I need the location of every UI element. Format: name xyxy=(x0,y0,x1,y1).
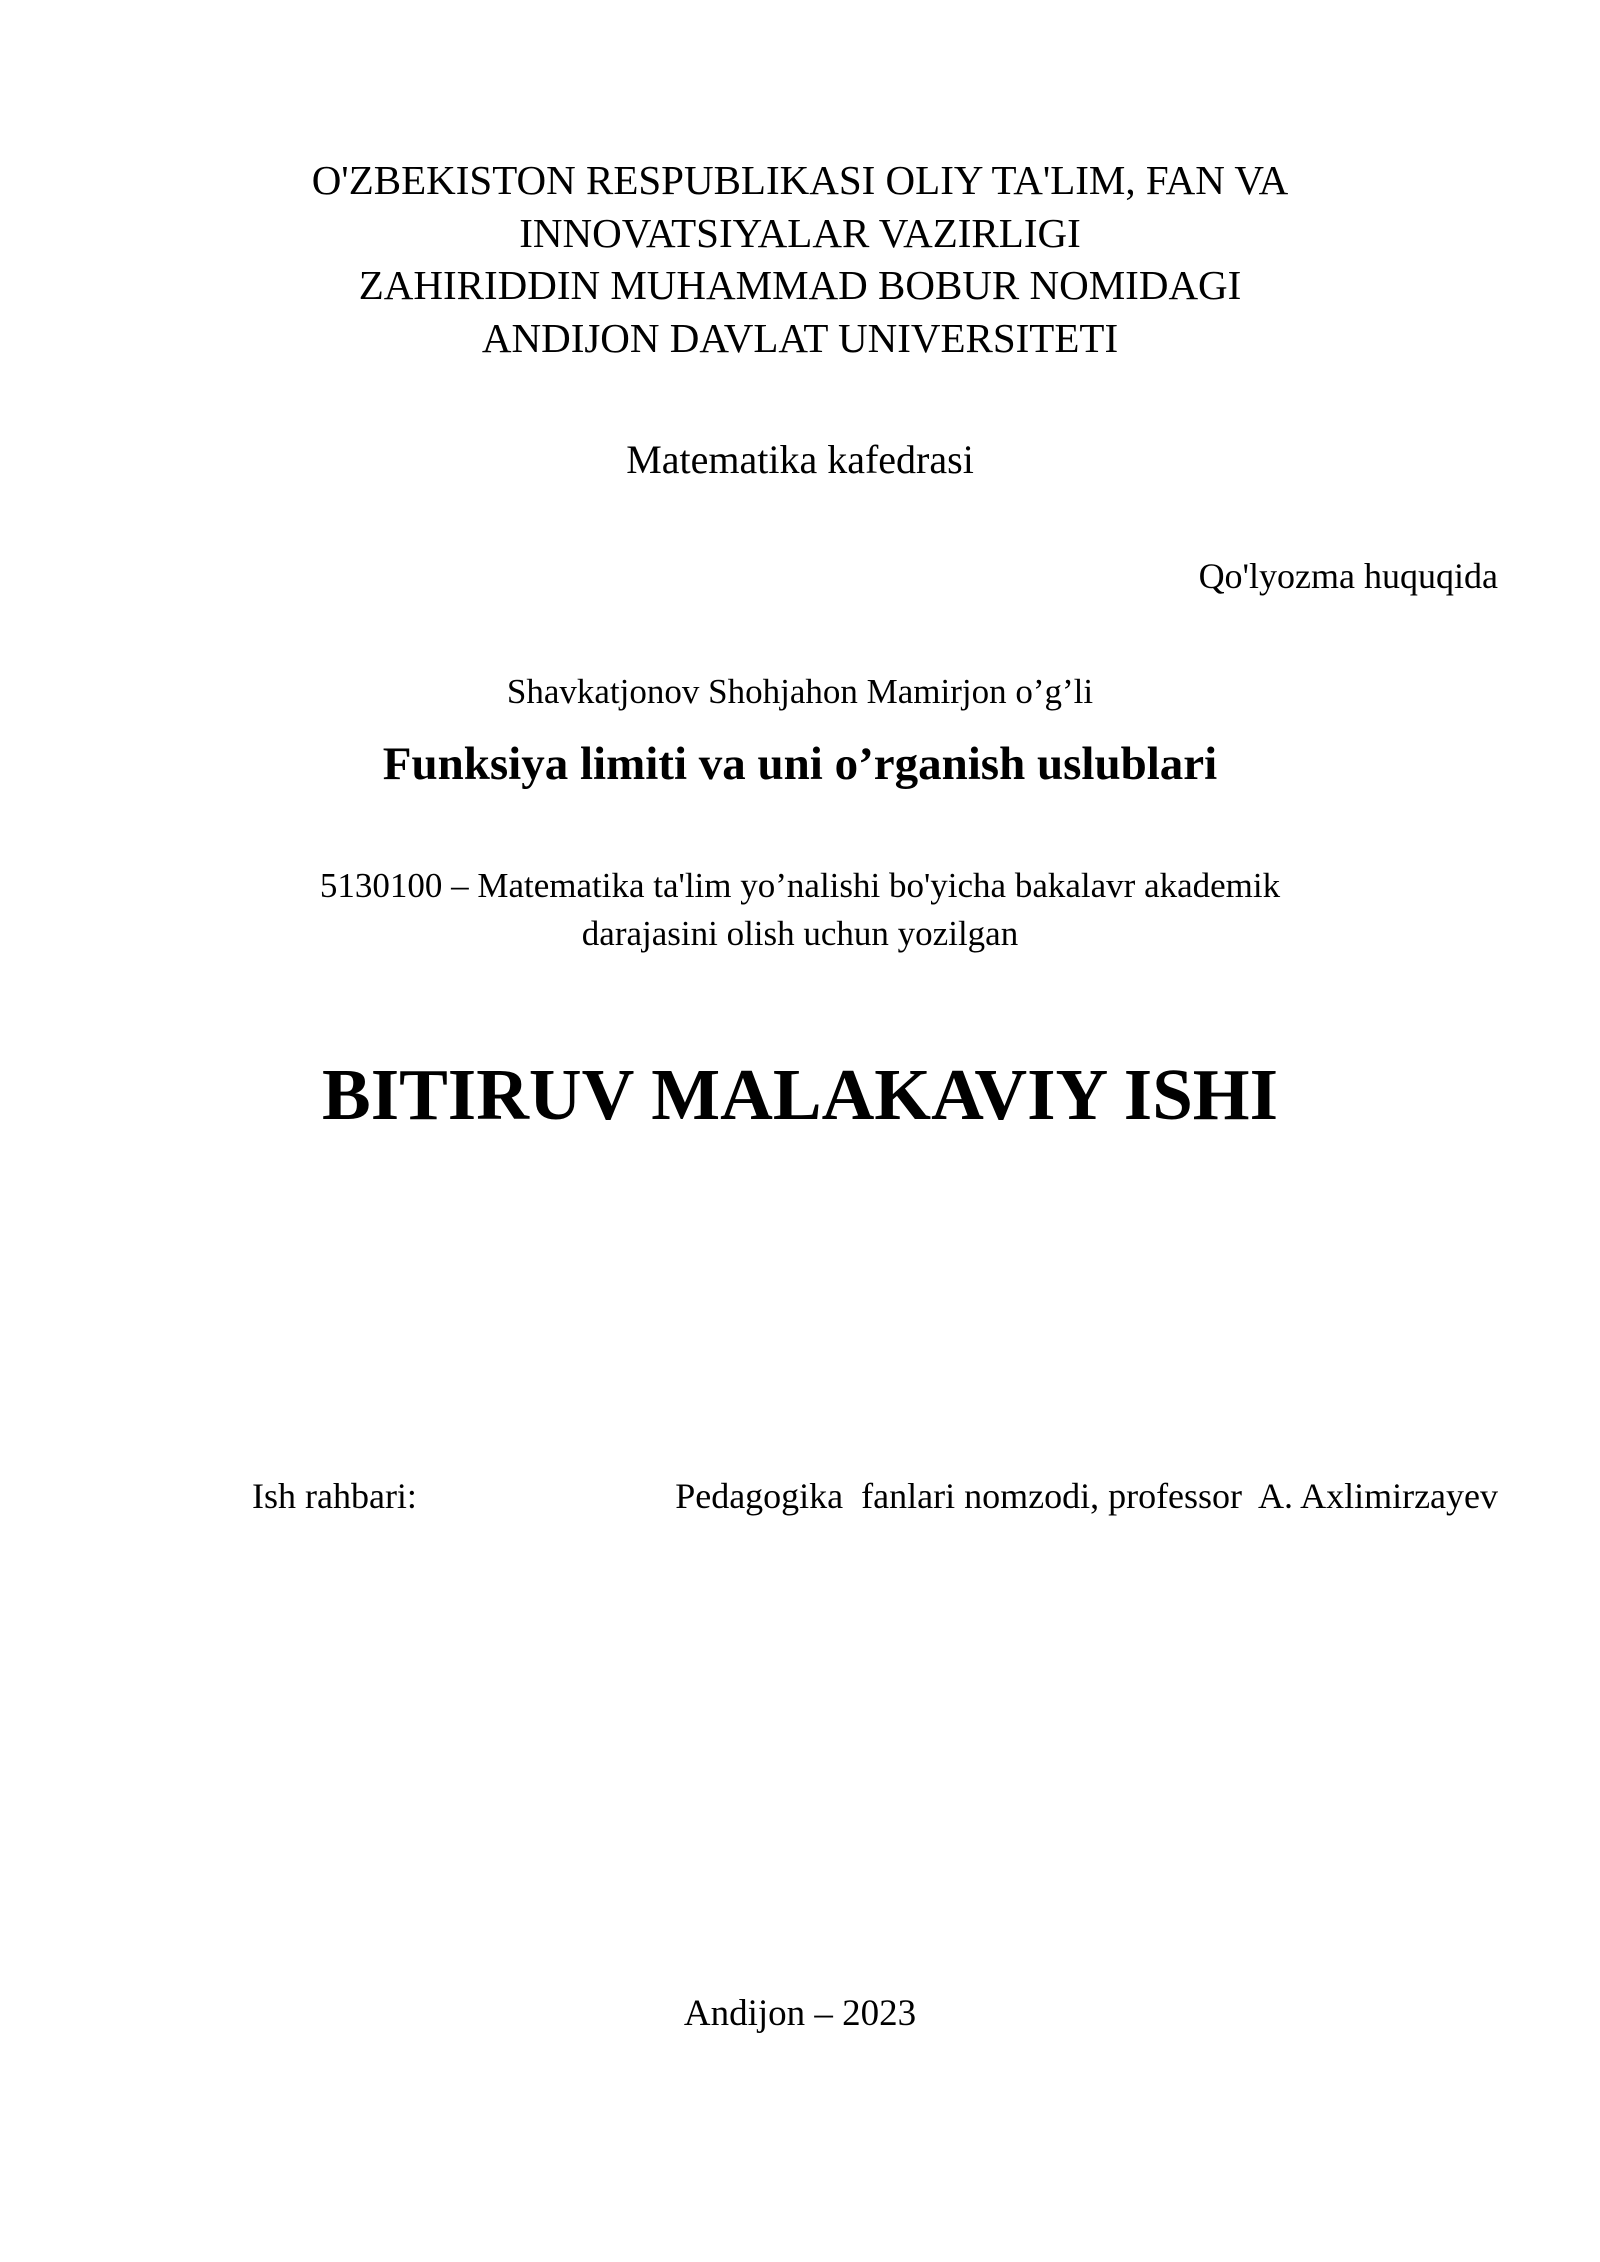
ministry-name-line-2: INNOVATSIYALAR VAZIRLIGI xyxy=(519,210,1081,256)
document-type-heading: BITIRUV MALAKAVIY ISHI xyxy=(322,1054,1278,1135)
supervisor-name: Pedagogika fanlari nomzodi, professor A. Axlimirzayev xyxy=(675,1476,1498,1516)
city-year: Andijon – 2023 xyxy=(683,1993,917,2034)
department-name: Matematika kafedrasi xyxy=(626,437,974,482)
university-name-line-1: ZAHIRIDDIN MUHAMMAD BOBUR NOMIDAGI xyxy=(358,262,1242,308)
university-name-line-2: ANDIJON DAVLAT UNIVERSITETI xyxy=(481,315,1119,361)
ministry-name-line-1: O'ZBEKISTON RESPUBLIKASI OLIY TA'LIM, FAN VA xyxy=(311,157,1289,203)
thesis-topic: Funksiya limiti va uni o’rganish uslublari xyxy=(382,738,1218,790)
specialty-line-1: 5130100 – Matematika ta'lim yo’nalishi bo'yicha bakalavr akademik xyxy=(319,866,1281,905)
supervisor-label: Ish rahbari: xyxy=(252,1476,417,1516)
rights-note: Qo'lyozma huquqida xyxy=(1198,556,1498,596)
author-name: Shavkatjonov Shohjahon Mamirjon o’g’li xyxy=(506,672,1094,711)
specialty-line-2: darajasini olish uchun yozilgan xyxy=(581,914,1019,953)
